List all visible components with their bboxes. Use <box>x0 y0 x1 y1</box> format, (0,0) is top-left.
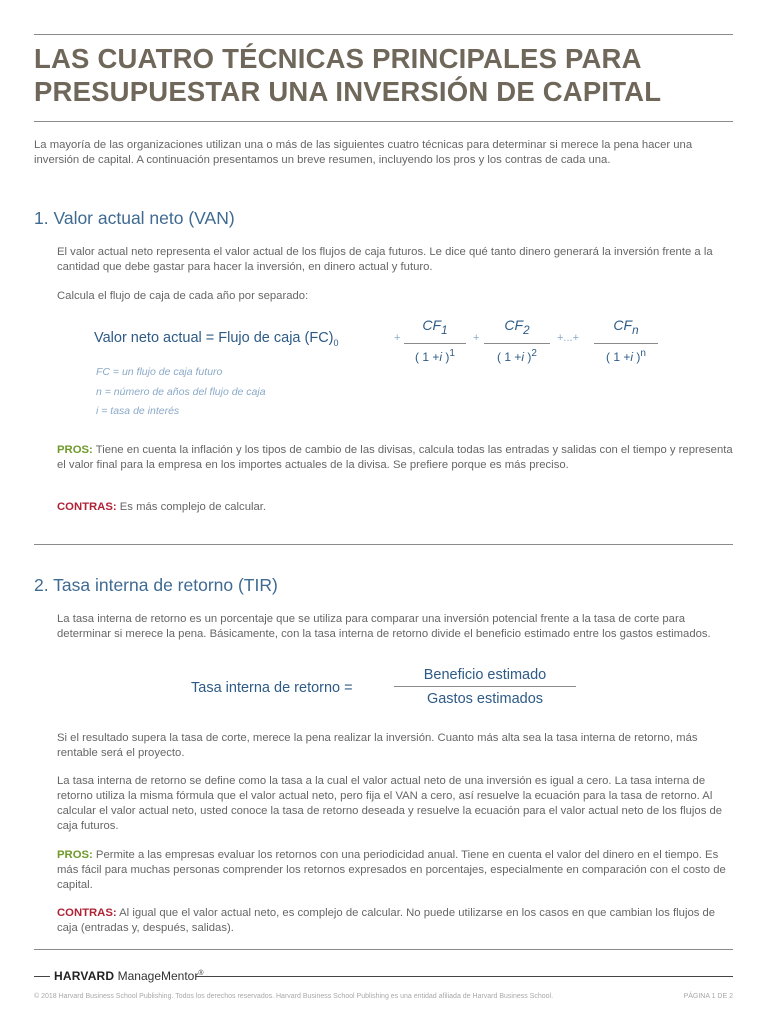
van-pros-text: Tiene en cuenta la inflación y los tipos de cambio de las divisas, calcula todas las entradas y salidas con el tiempo y representa el valor final para la empresa en los importes actuales de la divisa. Se prefiere porque es más preciso. <box>57 444 733 471</box>
legend-i: i = tasa de interés <box>96 405 180 417</box>
page-title <box>34 42 734 108</box>
van-term-2-denominator: ( 1 +i )$^2$ <box>497 347 537 364</box>
harvard-managementor-logo: HARVARD ManageMentor® <box>54 969 204 983</box>
section-divider <box>34 544 733 545</box>
top-rule <box>34 34 733 35</box>
van-pros <box>57 443 737 473</box>
title-line-1: LAS CUATRO TÉCNICAS PRINCIPALES PARA <box>34 43 642 74</box>
van-cons <box>57 500 737 515</box>
tir-pros-label: PROS: <box>57 849 93 861</box>
van-paragraph-1: El valor actual neto representa el valor actual de los flujos de caja futuros. Le dice qué tanto dinero generará la inversión frente a la cantidad que debe gastar para hacer la inversión, en dinero actual y futuro. <box>57 246 713 273</box>
tir-formula-bar <box>394 686 576 687</box>
van-formula-lhs-sub: 0 <box>333 337 339 348</box>
tir-cons-text: Al igual que el valor actual neto, es complejo de calcular. No puede utilizarse en los casos en que cambian los flujos de caja (entradas y, después, salidas). <box>57 907 716 934</box>
intro-paragraph: La mayoría de las organizaciones utilizan una o más de las siguientes cuatro técnicas para determinar si merece la pena hacer una inversión de capital. A continuación presentamos un breve resumen, incluyendo los pros y los contras de cada una. <box>34 139 693 166</box>
page-number: PÁGINA 1 DE 2 <box>683 993 733 1000</box>
tir-paragraph-2: Si el resultado supera la tasa de corte, merece la pena realizar la inversión. Cuanto más alta sea la tasa interna de retorno, más rentable será el proyecto. <box>57 732 698 759</box>
van-term-1 <box>404 316 466 365</box>
van-term-n <box>594 316 658 365</box>
van-paragraph-2: Calcula el flujo de caja de cada año por separado: <box>57 290 309 302</box>
van-term-2-bar <box>484 343 550 344</box>
tir-paragraph-1: La tasa interna de retorno es un porcentaje que se utiliza para comparar una inversión potencial frente a la tasa de corte para determinar si merece la pena. Básicamente, con la tasa interna de retorno divide el beneficio estimado entre los gastos estimados. <box>57 613 711 640</box>
tir-pros-text: Permite a las empresas evaluar los retornos con una periodicidad anual. Tiene en cuenta el valor del dinero en el tiempo. Es más fácil para muchas personas comprender los retornos expresados en porcentajes, especialmente en comparación con el costo de capital. <box>57 849 726 891</box>
van-formula-lhs-text: Valor neto actual = Flujo de caja (FC) <box>94 330 334 346</box>
van-pros-label: PROS: <box>57 444 93 456</box>
tir-formula-lhs: Tasa interna de retorno = <box>191 680 353 696</box>
van-cons-text: Es más complejo de calcular. <box>116 501 267 513</box>
van-term-2 <box>484 316 550 365</box>
copyright-text: © 2018 Harvard Business School Publishing. Todos los derechos reservados. Harvard Business School Publishing es una entidad afiliada de Harvard Business School. <box>34 993 554 1000</box>
logo-line-left <box>34 976 50 977</box>
logo-line-right <box>196 976 733 977</box>
van-term-n-numerator: $CF_n$ <box>613 317 639 337</box>
tir-cons-label: CONTRAS: <box>57 907 117 919</box>
van-heading: 1. Valor actual neto (VAN) <box>34 208 235 228</box>
van-term-n-bar <box>594 343 658 344</box>
van-cons-label: CONTRAS: <box>57 501 117 513</box>
footer-rule <box>34 949 733 950</box>
tir-formula-fraction <box>394 667 576 707</box>
ellipsis-sign: +...+ <box>557 332 580 344</box>
van-term-1-numerator: $CF_1$ <box>422 317 448 337</box>
van-term-1-denominator: ( 1 +i )$^1$ <box>415 347 455 364</box>
van-formula-lhs <box>94 330 339 348</box>
van-term-1-bar <box>404 343 466 344</box>
van-term-n-denominator: ( 1 +i )$^n$ <box>606 347 646 364</box>
plus-sign-2: + <box>473 332 480 344</box>
tir-pros <box>57 848 737 893</box>
title-line-2: PRESUPUESTAR UNA INVERSIÓN DE CAPITAL <box>34 76 662 107</box>
tir-formula-numerator: Beneficio estimado <box>423 667 547 683</box>
legend-n: n = número de años del flujo de caja <box>96 386 266 398</box>
legend-fc: FC = un flujo de caja futuro <box>96 366 223 378</box>
plus-sign-1: + <box>394 332 401 344</box>
title-rule <box>34 121 733 122</box>
tir-heading: 2. Tasa interna de retorno (TIR) <box>34 575 278 595</box>
tir-paragraph-3: La tasa interna de retorno se define como la tasa a la cual el valor actual neto de una inversión es igual a cero. La tasa interna de retorno utiliza la misma fórmula que el valor actual neto, pero fija el VAN a cero, así resuelve la ecuación para la tasa de retorno. Al calcular el valor actual neto, usted conoce la tasa de retorno deseada y resuelve la ecuación para el valor actual neto de los flujos de caja futuros. <box>57 775 723 832</box>
tir-cons <box>57 906 737 936</box>
van-term-2-numerator: $CF_2$ <box>504 317 530 337</box>
tir-formula-denominator: Gastos estimados <box>426 691 544 707</box>
